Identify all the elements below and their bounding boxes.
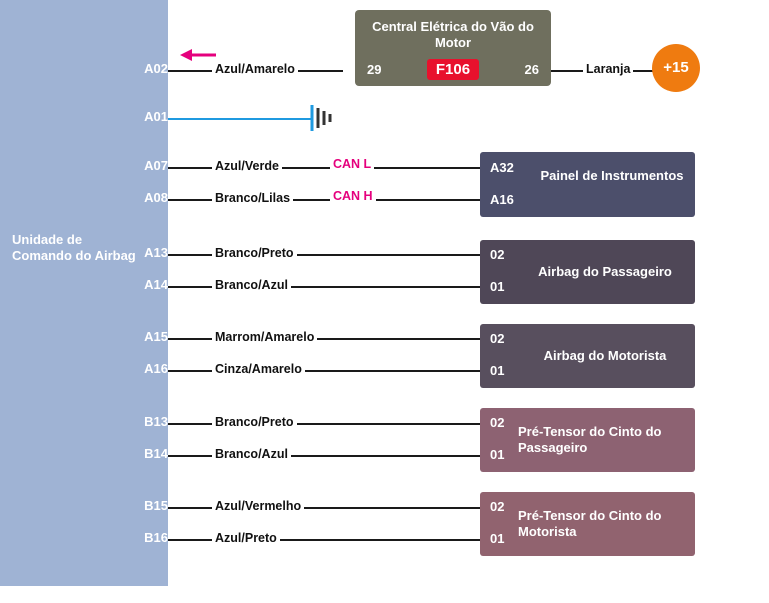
module-pin-01-driver-airbag: 01 [490, 363, 505, 378]
pin-a15: A15 [144, 329, 168, 344]
fuse-f106-badge: F106 [427, 59, 479, 80]
module-pin-02-driver-airbag: 02 [490, 331, 505, 346]
wire-label-branco-preto-a13: Branco/Preto [212, 246, 297, 260]
module-label-pretensor-passageiro: Pré-Tensor do Cinto do Passageiro [518, 424, 662, 455]
wire-label-marrom-amarelo: Marrom/Amarelo [212, 330, 317, 344]
module-label-airbag-passageiro: Airbag do Passageiro [538, 264, 672, 279]
wire-label-azul-amarelo: Azul/Amarelo [212, 62, 298, 76]
fuse-box-pin-29: 29 [367, 62, 382, 77]
fuse-box-pin-26: 26 [524, 62, 539, 77]
pin-b13: B13 [144, 414, 168, 429]
wire-label-branco-preto-b13: Branco/Preto [212, 415, 297, 429]
airbag-control-unit-label: Unidade de Comando do Airbag [12, 232, 136, 263]
pin-a13: A13 [144, 245, 168, 260]
pin-a16: A16 [144, 361, 168, 376]
pin-b16: B16 [144, 530, 168, 545]
module-pin-02-passenger-airbag: 02 [490, 247, 505, 262]
pin-a02: A02 [144, 61, 168, 76]
module-pin-01-driver-pretensioner: 01 [490, 531, 505, 546]
wire-a01-ground-line [168, 118, 313, 120]
module-pin-02-driver-pretensioner: 02 [490, 499, 505, 514]
pin-a08: A08 [144, 190, 168, 205]
net-label-can-h: CAN H [330, 189, 376, 203]
wire-label-laranja: Laranja [583, 62, 633, 76]
wire-label-azul-vermelho: Azul/Vermelho [212, 499, 304, 513]
engine-bay-fuse-box [355, 10, 551, 86]
module-pin-02-passenger-pretensioner: 02 [490, 415, 505, 430]
pin-a07: A07 [144, 158, 168, 173]
module-pin-01-passenger-pretensioner: 01 [490, 447, 505, 462]
module-label-airbag-motorista: Airbag do Motorista [543, 348, 667, 363]
fuse-box-title: Central Elétrica do Vão do Motor [372, 19, 534, 50]
module-label-pretensor-motorista: Pré-Tensor do Cinto do Motorista [518, 508, 662, 539]
ground-symbol-icon [308, 103, 344, 133]
module-pin-01-passenger-airbag: 01 [490, 279, 505, 294]
wire-label-cinza-amarelo: Cinza/Amarelo [212, 362, 305, 376]
wire-label-azul-verde: Azul/Verde [212, 159, 282, 173]
pin-a14: A14 [144, 277, 168, 292]
pin-b15: B15 [144, 498, 168, 513]
wire-label-branco-azul-a14: Branco/Azul [212, 278, 291, 292]
module-label-painel-instrumentos: Painel de Instrumentos [540, 168, 684, 183]
power-feed-arrow-icon [178, 46, 218, 64]
supply-node-plus15: +15 [652, 44, 700, 92]
net-label-can-l: CAN L [330, 157, 374, 171]
pin-b14: B14 [144, 446, 168, 461]
wire-label-azul-preto: Azul/Preto [212, 531, 280, 545]
pin-a01: A01 [144, 109, 168, 124]
module-pin-a32: A32 [490, 160, 514, 175]
module-pin-a16: A16 [490, 192, 514, 207]
wire-label-branco-azul-b14: Branco/Azul [212, 447, 291, 461]
wire-label-branco-lilas: Branco/Lilas [212, 191, 293, 205]
